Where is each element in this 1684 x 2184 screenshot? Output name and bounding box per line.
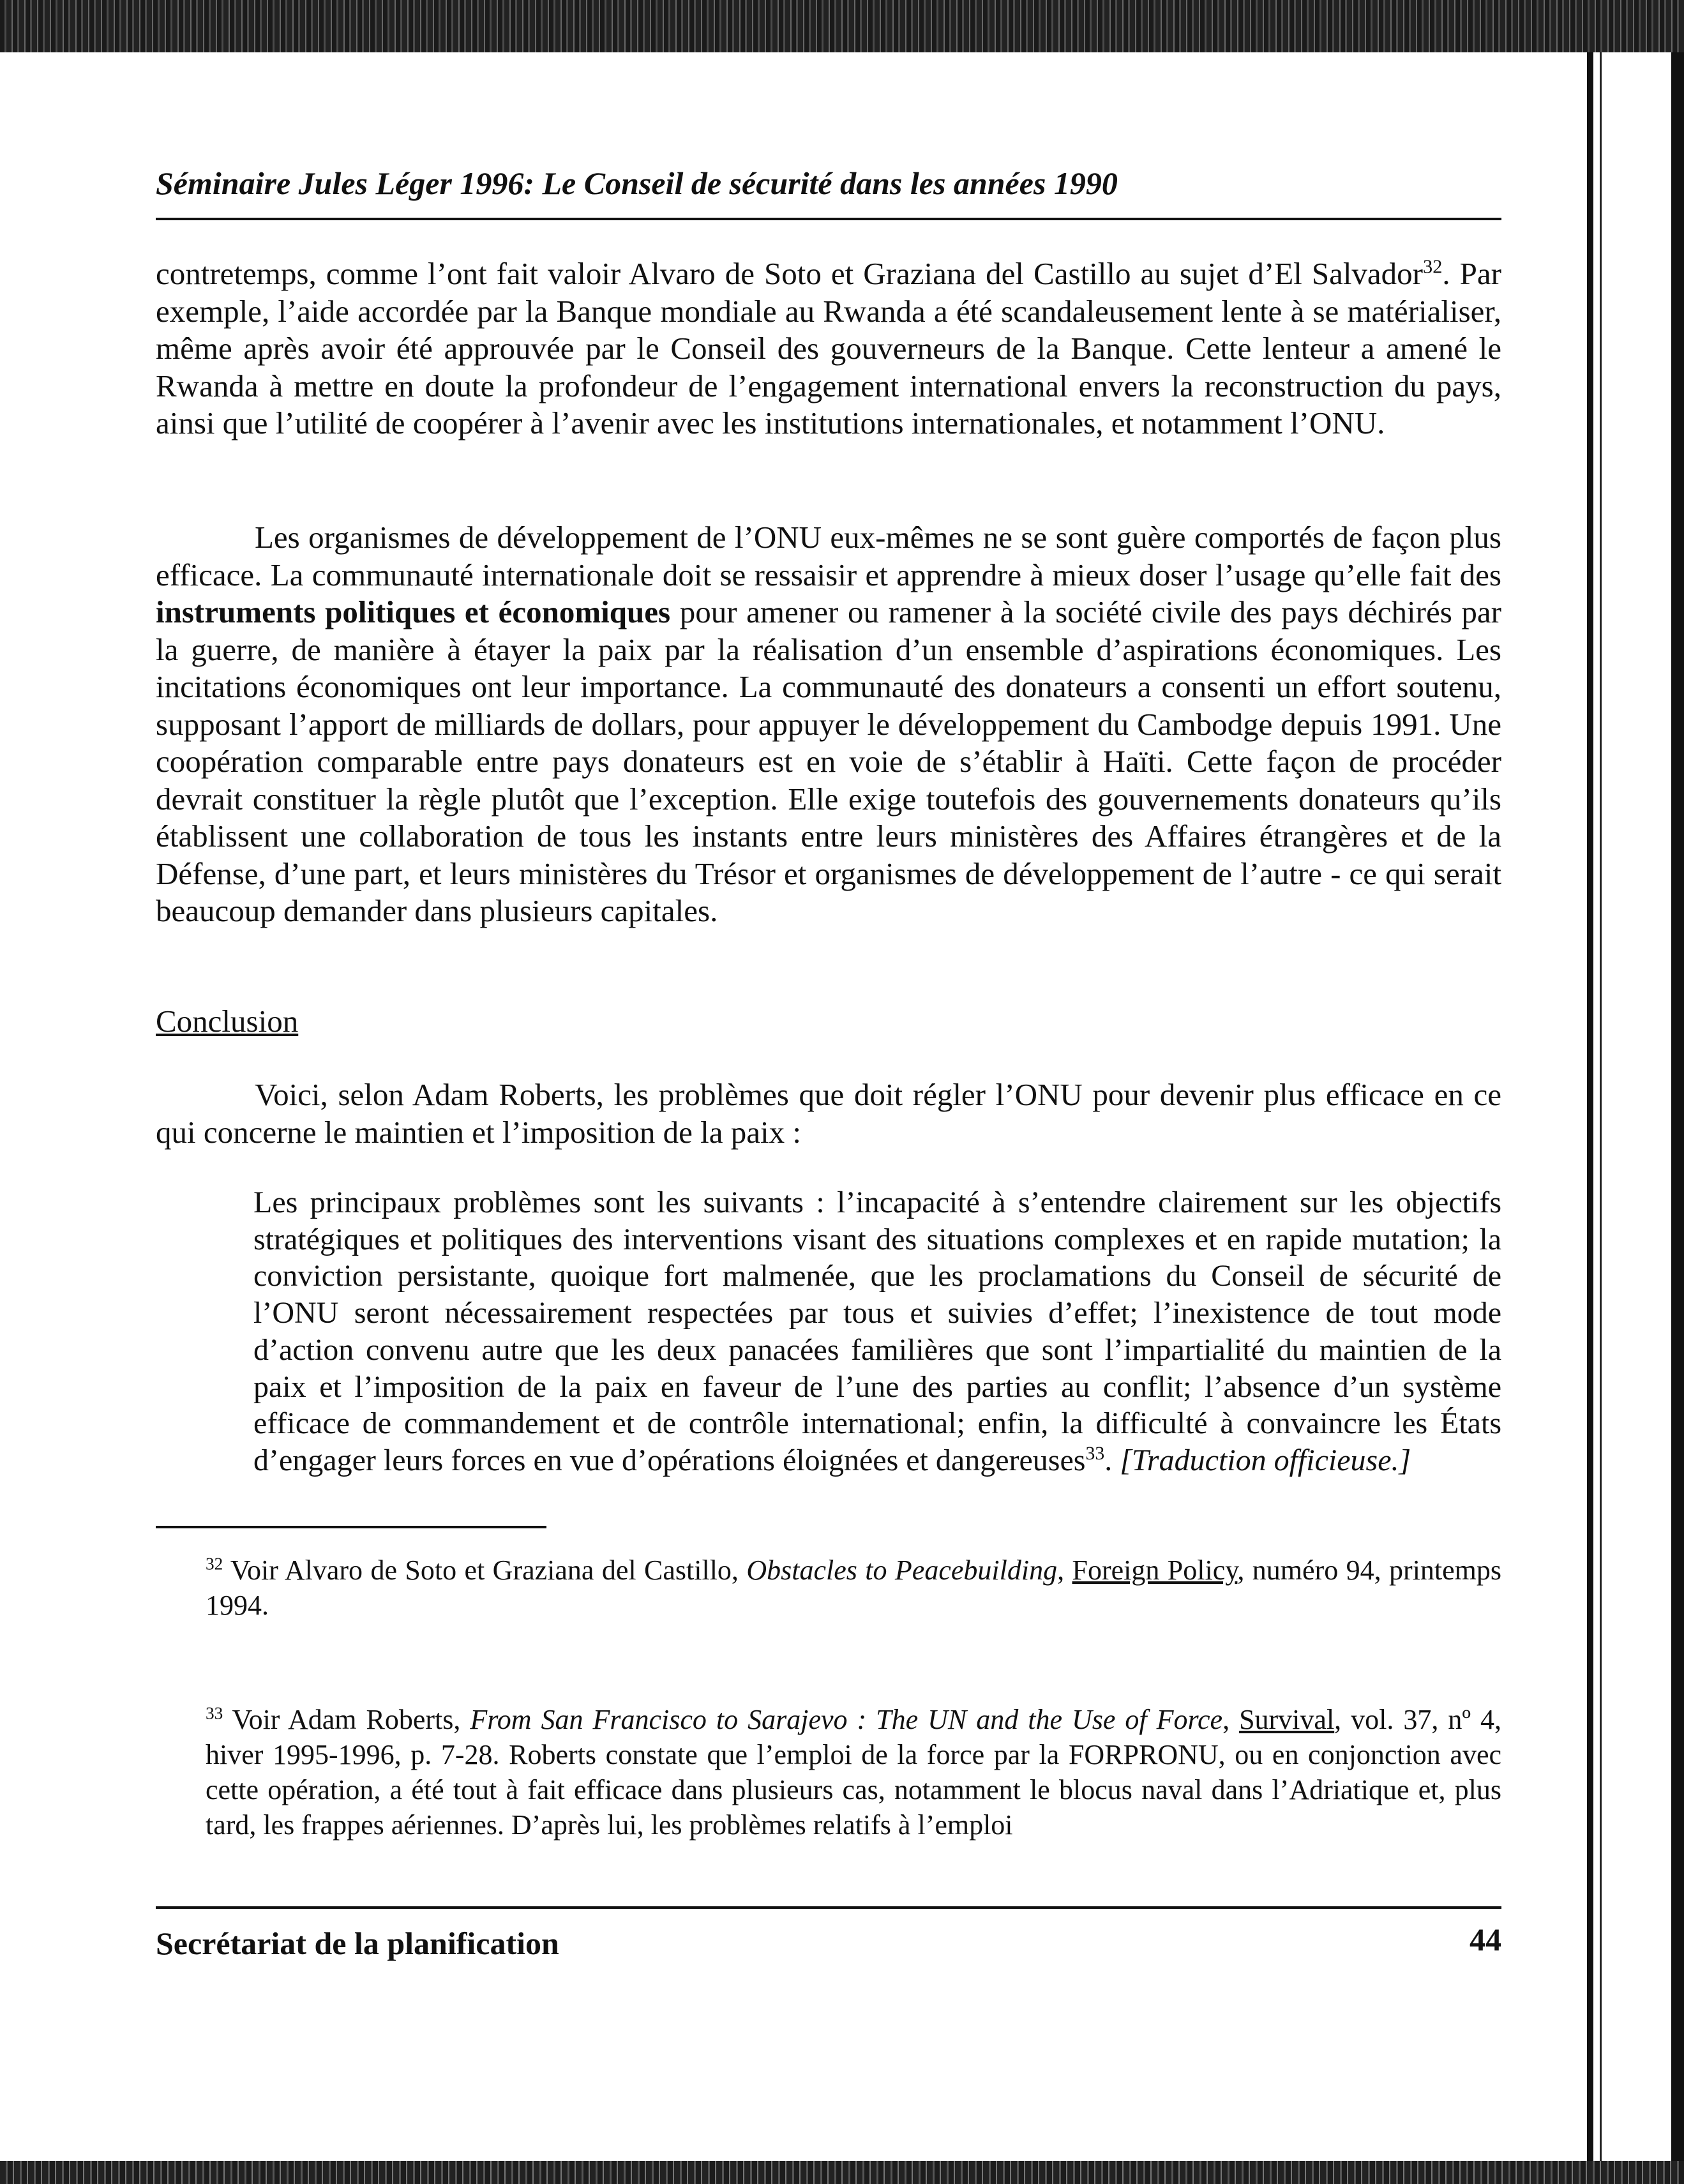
paragraph-1-rest: . Par exemple, l’aide accordée par la Banque mondiale au Rwanda a été scandaleusement lente à se matérialiser, même après avoir été approuvée par le Conseil des gouverneurs de la Banque. Cette lenteur a amené le Rwanda à mettre en doute la profondeur de l’engagement international envers la reconstruction du pays, ainsi que l’utilité de coopérer à l’avenir avec les institutions internationales, et notamment l’ONU. [156, 256, 1501, 441]
footnote-33: $^{33}$ Voir Adam Roberts, From San Francisco to Sarajevo : The UN and the Use of Force, Survival, vol. 37, nº 4, hiver 1995-1996, p. 7-28. Roberts constate que l’emploi de la force par la FORPRONU, ou en conjonction avec cette opération, a été tout à fait efficace dans plusieurs cas, notamment le blocus naval dans l’Adriatique et, plus tard, les frappes aériennes. D’après lui, les problèmes relatifs à l’emploi [206, 1703, 1501, 1841]
paragraph-2-bold: instruments politiques et économiques [156, 594, 671, 629]
paragraph-2 [156, 519, 1501, 930]
book-spine-shadow [1587, 52, 1593, 2161]
paragraph-1 [156, 255, 1501, 442]
paragraph-2-start: Les organismes de développement de l’ONU eux-mêmes ne se sont guère comportés de façon plus efficace. La communauté internationale doit se ressaisir et apprendre à mieux doser l’usage qu’elle fait des [156, 520, 1501, 592]
footer-organization: Secrétariat de la planification [156, 1925, 559, 1961]
footnote-number-33: 33 [206, 1703, 223, 1723]
footnote-32-text: Voir Alvaro de Soto et Graziana del Castillo, [223, 1555, 747, 1586]
footer-rule [156, 1906, 1501, 1909]
running-header: Séminaire Jules Léger 1996: Le Conseil de sécurité dans les années 1990 [156, 165, 1118, 201]
footnote-33-text: Voir Adam Roberts, [223, 1704, 470, 1735]
footnote-33-title: From San Francisco to Sarajevo : The UN and the Use of Force [470, 1704, 1223, 1735]
footnote-ref-32[interactable]: 32 [1423, 255, 1443, 278]
footnote-32-title: Obstacles to Peacebuilding [746, 1555, 1058, 1586]
paragraph-3: Voici, selon Adam Roberts, les problèmes que doit régler l’ONU pour devenir plus efficace en ce qui concerne le maintien et l’imposition de la paix : [156, 1077, 1501, 1150]
page-number: 44 [1470, 1922, 1501, 1957]
scan-edge-bottom [0, 2161, 1684, 2184]
block-quote-text: Les principaux problèmes sont les suivants : l’incapacité à s’entendre clairement sur les objectifs stratégiques et politiques des interventions visant des situations complexes et en rapide mutation; la conviction persistante, quoique fort malmenée, que les proclamations du Conseil de sécurité de l’ONU seront nécessairement respectées par tous et suivies d’effet; l’inexistence de tout mode d’action convenu autre que les deux panacées familières que sont l’impartialité du maintien de la paix et l’imposition de la paix en faveur de l’une des parties au conflit; l’absence d’un système efficace de commandement et de contrôle international; enfin, la difficulté à convaincre les États d’engager leurs forces en vue d’opérations éloignées et dangereuses [253, 1186, 1501, 1477]
footnote-32: $^{32}$ Voir Alvaro de Soto et Graziana del Castillo, Obstacles to Peacebuilding, Foreign Policy, numéro 94, printemps 1994. [206, 1554, 1502, 1621]
footnote-33-rest: , vol. 37, nº 4, hiver 1995-1996, p. 7-28. Roberts constate que l’emploi de la force par la FORPRONU, ou en conjonction avec cette opération, a été tout à fait efficace dans plusieurs cas, notamment le blocus naval dans l’Adriatique et, plus tard, les frappes aériennes. D’après lui, les problèmes relatifs à l’emploi [206, 1704, 1501, 1841]
footnote-rule [156, 1526, 546, 1528]
footnote-ref-33[interactable]: 33 [1085, 1442, 1105, 1464]
book-spine-edge [1671, 52, 1684, 2161]
footnote-number-32: 32 [206, 1554, 223, 1574]
paragraph-1-text: contretemps, comme l’ont fait valoir Alvaro de Soto et Graziana del Castillo au sujet d’El Salvador [156, 256, 1423, 291]
header-rule [156, 218, 1501, 220]
footnote-32-journal: Foreign Policy [1072, 1555, 1238, 1586]
paragraph-2-end: pour amener ou ramener à la société civile des pays déchirés par la guerre, de manière à étayer la paix par la réalisation d’un ensemble d’aspirations économiques. Les incitations économiques ont leur importance. La communauté des donateurs a consenti un effort soutenu, supposant l’apport de milliards de dollars, pour appuyer le développement du Cambodge depuis 1991. Une coopération comparable entre pays donateurs est en voie de s’établir à Haïti. Cette façon de procéder devrait constituer la règle plutôt que l’exception. Elle exige toutefois des gouvernements donateurs qu’ils établissent une collaboration de tous les instants entre leurs ministères des Affaires étrangères et de la Défense, d’une part, et leurs ministères du Trésor et organismes de développement de l’autre - ce qui serait beaucoup demander dans plusieurs capitales. [156, 594, 1501, 928]
translation-note: [Traduction officieuse.] [1120, 1443, 1411, 1477]
footnote-32-rest: , numéro 94, printemps 1994. [206, 1555, 1502, 1621]
section-heading-conclusion: Conclusion [156, 1004, 299, 1039]
footnote-33-journal: Survival [1239, 1704, 1335, 1735]
block-quote: Les principaux problèmes sont les suivants : l’incapacité à s’entendre clairement sur les objectifs stratégiques et politiques des interventions visant des situations complexes et en rapide mutation; la conviction persistante, quoique fort malmenée, que les proclamations du Conseil de sécurité de l’ONU seront nécessairement respectées par tous et suivies d’effet; l’inexistence de tout mode d’action convenu autre que les deux panacées familières que sont l’impartialité du maintien de la paix et l’imposition de la paix en faveur de l’une des parties au conflit; l’absence d’un système efficace de commandement et de contrôle international; enfin, la difficulté à convaincre les États d’engager leurs forces en vue d’opérations éloignées et dangereuses$^{33}$. [Traduction officieuse.] [253, 1186, 1501, 1477]
